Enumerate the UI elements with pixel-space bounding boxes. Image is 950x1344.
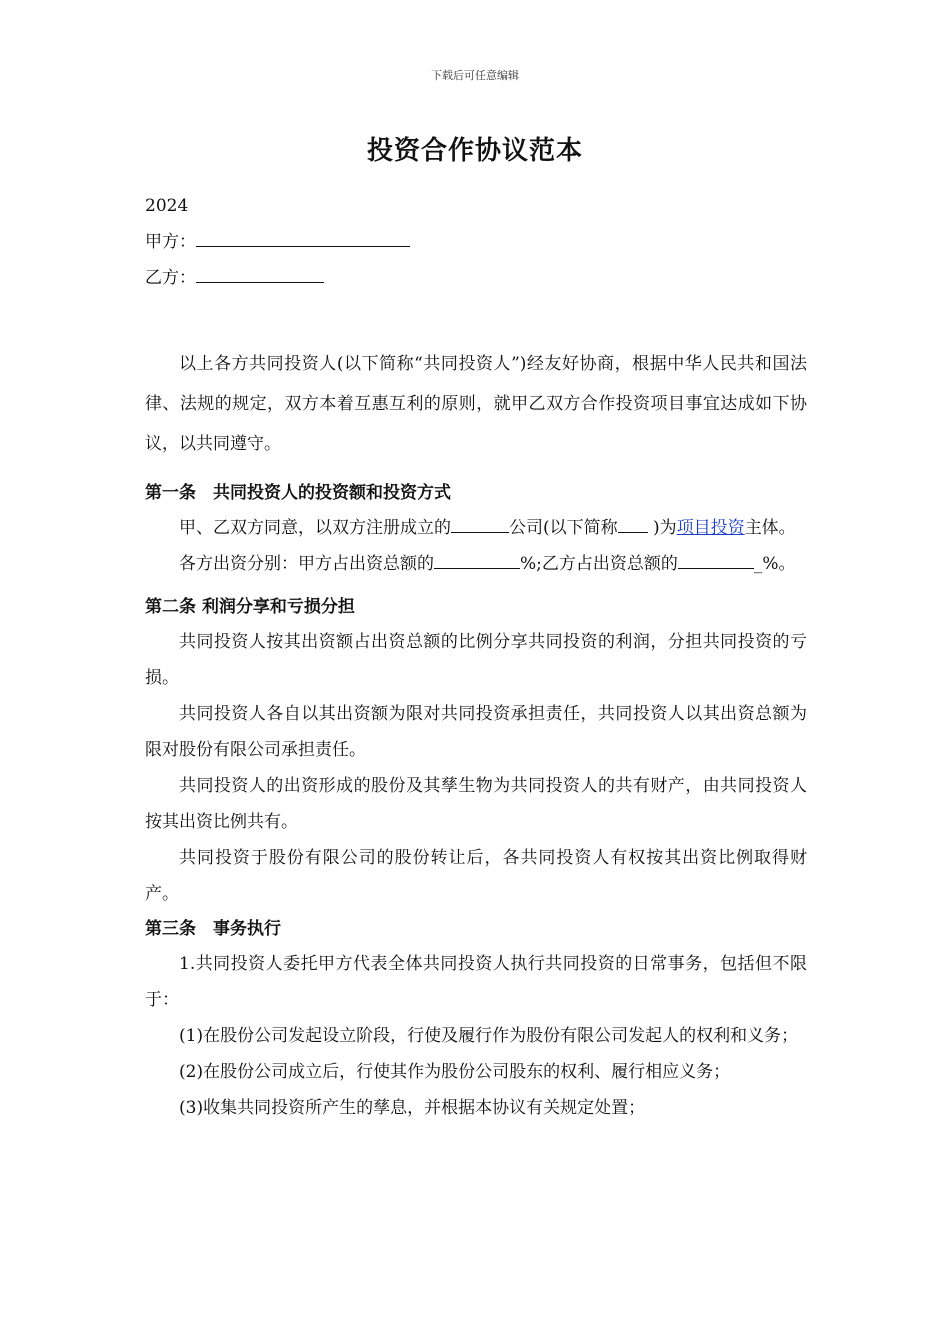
party-b-label: 乙方： <box>145 268 196 288</box>
short-name-blank <box>618 512 648 533</box>
year-line: 2024 <box>145 196 189 216</box>
article-1-p1-text-3: )为 <box>647 518 677 538</box>
article-1-p2-text-2: %;乙方占出资总额的 <box>520 554 678 574</box>
party-b-blank <box>196 262 324 283</box>
article-3-heading: 第三条 事务执行 <box>145 919 281 939</box>
document-body <box>145 188 807 1126</box>
article-1-p1-text-4: 主体。 <box>744 518 796 538</box>
company-name-blank <box>451 512 509 533</box>
article-1-paragraph-2 <box>145 546 807 582</box>
article-3-paragraph: (1)在股份公司发起设立阶段，行使及履行作为股份有限公司发起人的权利和义务； <box>179 1026 799 1046</box>
article-1-paragraph-1 <box>145 510 807 546</box>
project-investment-link[interactable]: 项目投资 <box>676 518 745 538</box>
header-note: 下载后可任意编辑 <box>431 69 519 82</box>
party-a-blank <box>196 226 410 247</box>
party-a-share-blank <box>434 548 520 569</box>
article-1-p1-text-2: 公司(以下简称 <box>509 518 618 538</box>
article-1-heading: 第一条 共同投资人的投资额和投资方式 <box>145 483 451 503</box>
intro-paragraph: 以上各方共同投资人(以下简称“共同投资人”)经友好协商，根据中华人民共和国法律、法规的规定，双方本着互惠互利的原则，就甲乙双方合作投资项目事宜达成如下协议，以共同遵守。 <box>145 354 807 454</box>
article-1-p2-text-3: _%。 <box>753 554 796 574</box>
document-title: 投资合作协议范本 <box>366 136 583 166</box>
article-2-heading: 第二条 利润分享和亏损分担 <box>145 597 355 617</box>
article-2-paragraph: 共同投资人按其出资额占出资总额的比例分享共同投资的利润，分担共同投资的亏损。 <box>145 632 807 688</box>
article-2-paragraph: 共同投资人各自以其出资额为限对共同投资承担责任，共同投资人以其出资总额为限对股份有限公司承担责任。 <box>145 704 807 760</box>
article-2-paragraph: 共同投资人的出资形成的股份及其孳生物为共同投资人的共有财产，由共同投资人按其出资比例共有。 <box>145 776 807 832</box>
party-a-line <box>145 224 807 260</box>
article-2-paragraph: 共同投资于股份有限公司的股份转让后，各共同投资人有权按其出资比例取得财产。 <box>145 848 807 904</box>
party-b-line <box>145 260 807 296</box>
party-a-label: 甲方： <box>145 232 196 252</box>
article-1-p1-text-1: 甲、乙双方同意，以双方注册成立的 <box>179 518 451 538</box>
article-3-paragraph: 1.共同投资人委托甲方代表全体共同投资人执行共同投资的日常事务，包括但不限于： <box>145 954 807 1010</box>
article-3-paragraph: (3)收集共同投资所产生的孳息，并根据本协议有关规定处置； <box>179 1098 646 1118</box>
party-b-share-blank <box>678 548 754 569</box>
article-3-paragraph: (2)在股份公司成立后，行使其作为股份公司股东的权利、履行相应义务； <box>179 1062 731 1082</box>
article-1-p2-text-1: 各方出资分别：甲方占出资总额的 <box>179 554 434 574</box>
